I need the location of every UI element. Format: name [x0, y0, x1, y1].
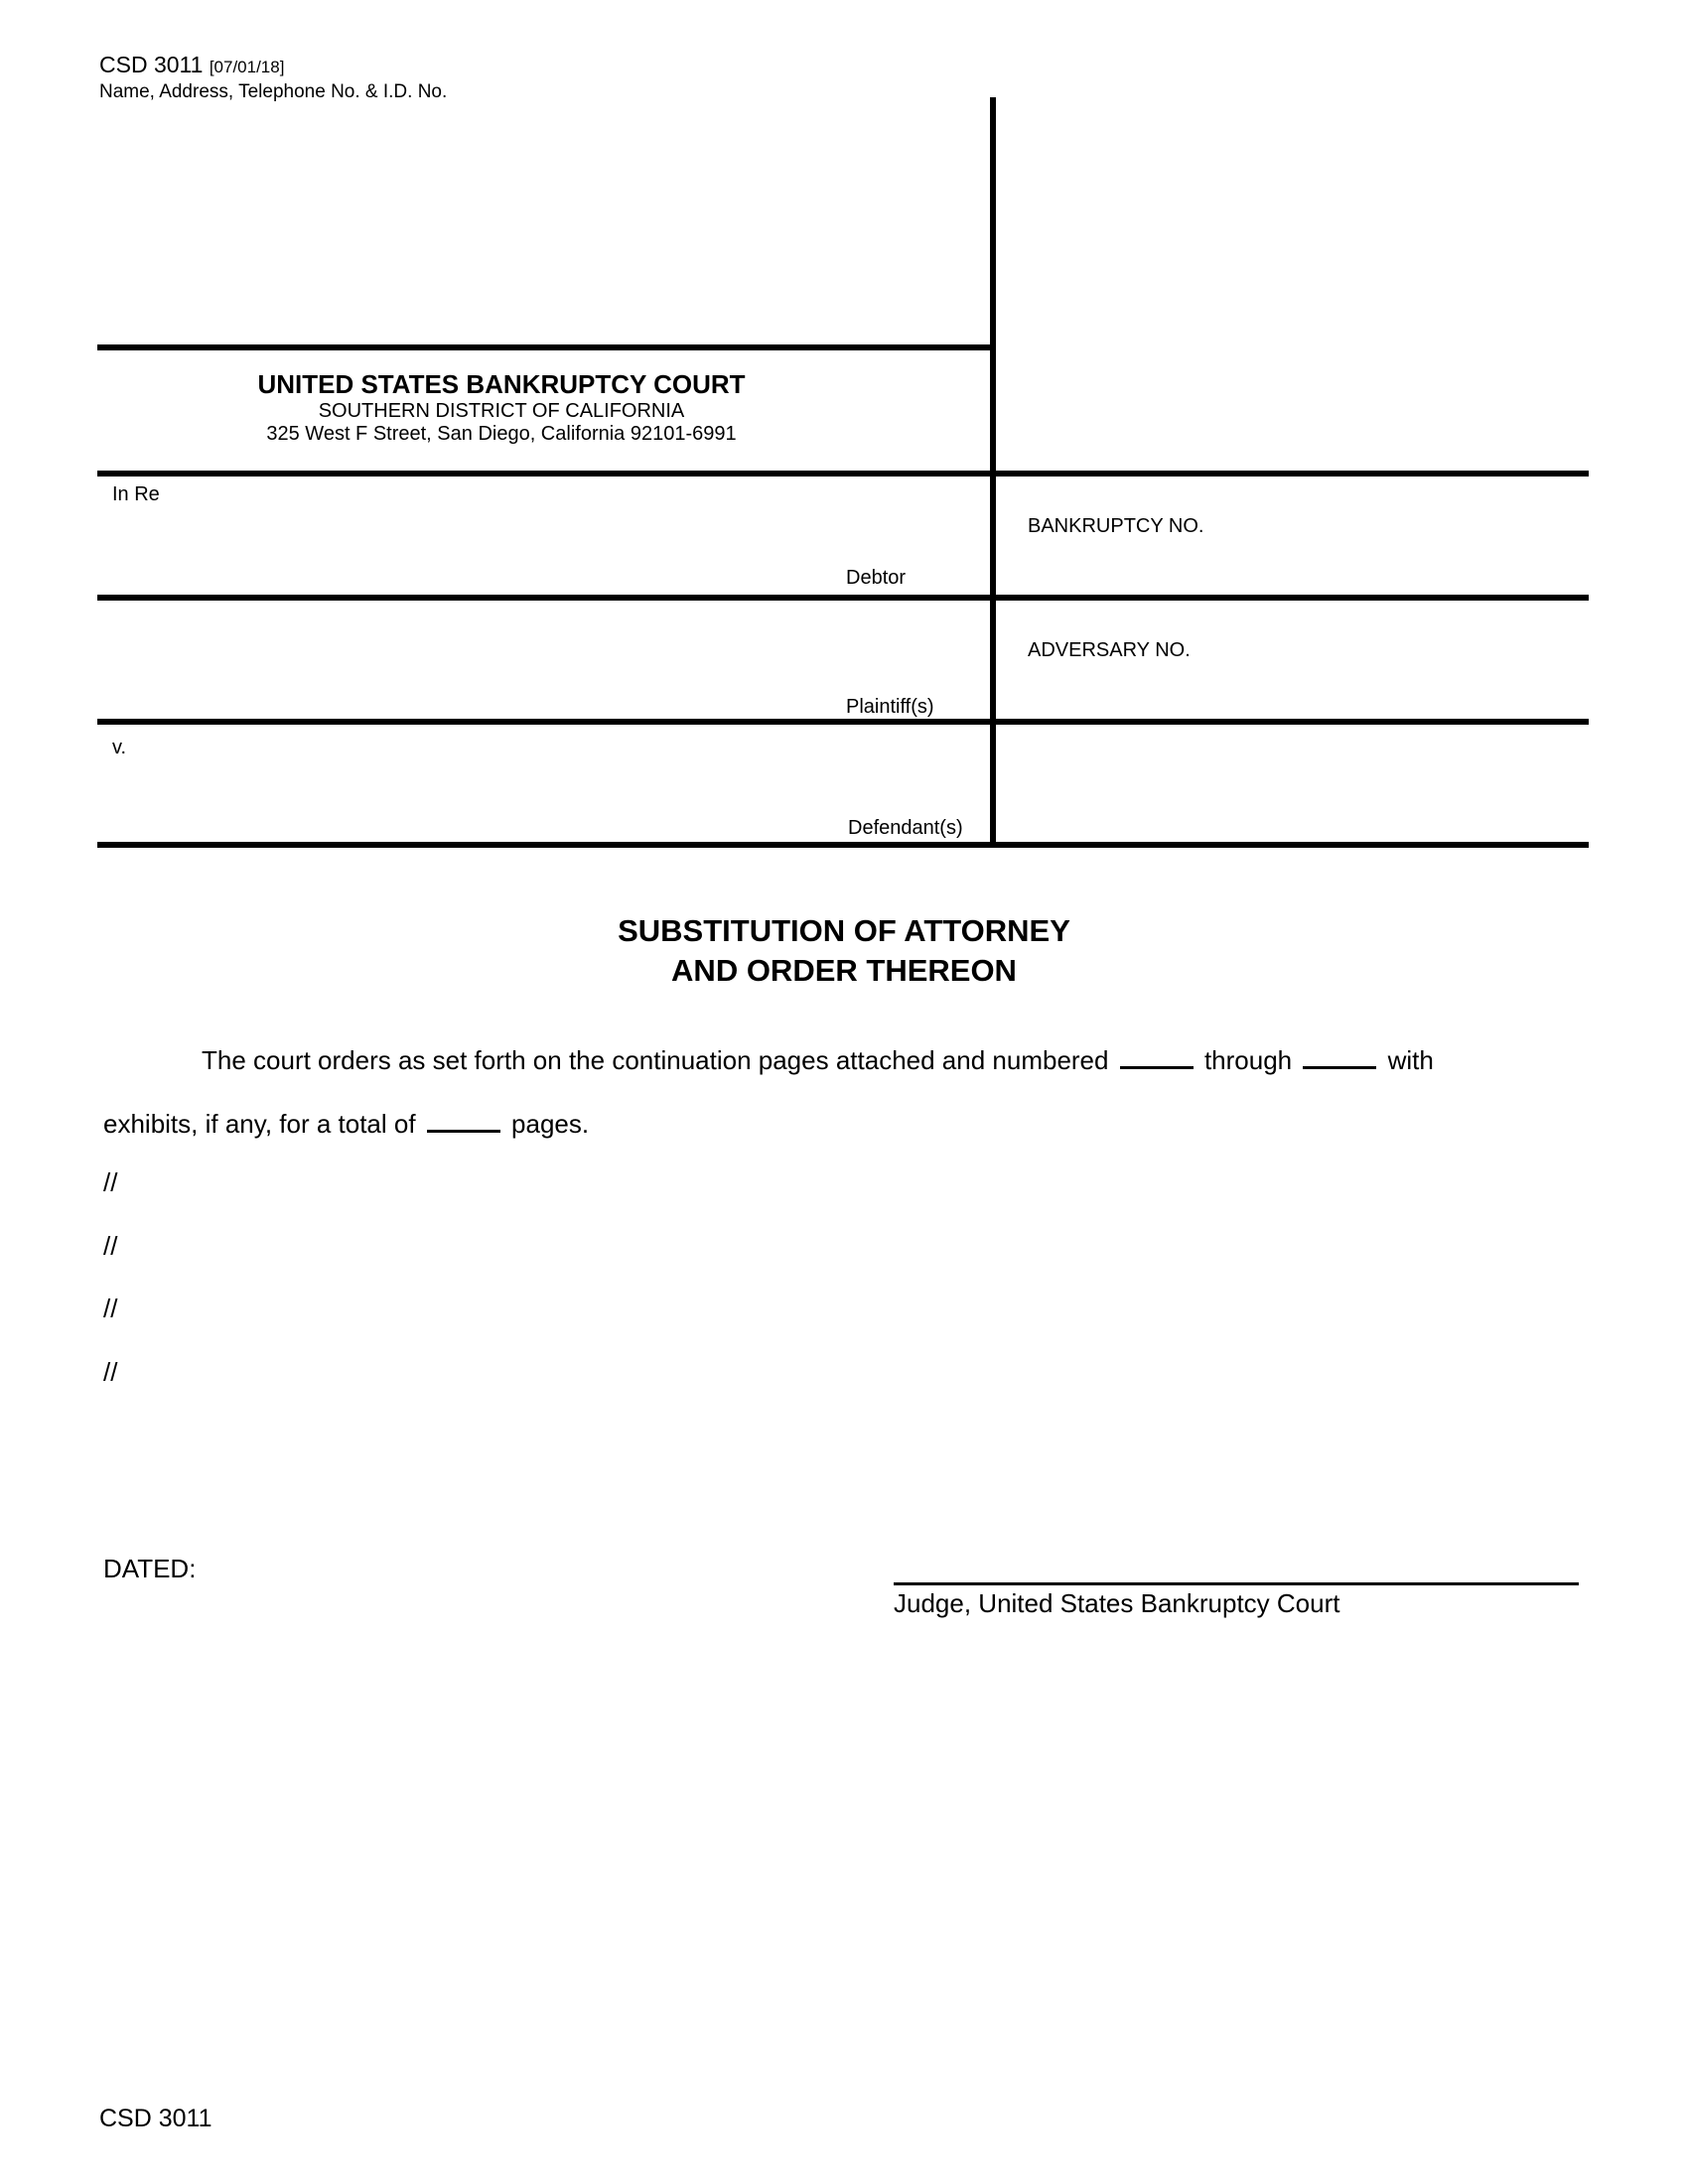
order-text-part4: exhibits, if any, for a total of	[103, 1109, 416, 1139]
form-number-text: CSD 3011	[99, 52, 204, 77]
footer-form-number: CSD 3011	[99, 2105, 212, 2132]
debtor-label: Debtor	[846, 567, 907, 589]
court-district: SOUTHERN DISTRICT OF CALIFORNIA	[318, 399, 685, 422]
document-title-line1: SUBSTITUTION OF ATTORNEY	[618, 913, 1070, 948]
order-sentence-line2	[103, 1108, 589, 1140]
attorney-info-label: Name, Address, Telephone No. & I.D. No.	[99, 81, 448, 102]
order-text-part3: with	[1387, 1045, 1434, 1075]
form-number	[99, 52, 284, 78]
versus-label: v.	[112, 737, 127, 758]
judge-signature-line[interactable]	[894, 1582, 1579, 1585]
document-title	[0, 911, 1688, 991]
in-re-label: In Re	[112, 483, 160, 505]
defendant-label: Defendant(s)	[848, 817, 963, 839]
judge-label: Judge, United States Bankruptcy Court	[894, 1588, 1340, 1618]
attorney-box-bottom-line	[97, 344, 994, 350]
court-heading	[139, 370, 864, 446]
order-text-part1: The court orders as set forth on the continuation pages attached and numbered	[202, 1045, 1109, 1075]
last-page-number-blank[interactable]	[1303, 1044, 1376, 1069]
continuation-mark: //	[103, 1167, 118, 1197]
first-page-number-blank[interactable]	[1120, 1044, 1194, 1069]
continuation-mark: //	[103, 1294, 118, 1323]
court-address: 325 West F Street, San Diego, California 92101-6991	[266, 422, 737, 445]
plaintiff-box-bottom-line	[97, 719, 1589, 725]
court-box-bottom-line	[97, 471, 1589, 477]
adversary-no-label: ADVERSARY NO.	[1028, 639, 1191, 661]
order-text-part5: pages.	[511, 1109, 590, 1139]
debtor-box-bottom-line	[97, 595, 1589, 601]
document-title-line2: AND ORDER THEREON	[671, 953, 1017, 988]
order-text-part2: through	[1203, 1045, 1293, 1075]
plaintiff-label: Plaintiff(s)	[846, 696, 934, 718]
bankruptcy-no-label: BANKRUPTCY NO.	[1028, 515, 1204, 537]
form-revision-date: [07/01/18]	[209, 58, 285, 76]
court-name: UNITED STATES BANKRUPTCY COURT	[257, 369, 746, 399]
defendant-box-bottom-line	[97, 842, 1589, 848]
order-sentence-line1	[202, 1044, 1434, 1076]
continuation-mark: //	[103, 1357, 118, 1387]
total-pages-blank[interactable]	[427, 1108, 500, 1133]
continuation-mark: //	[103, 1231, 118, 1261]
dated-label: DATED:	[103, 1554, 197, 1583]
